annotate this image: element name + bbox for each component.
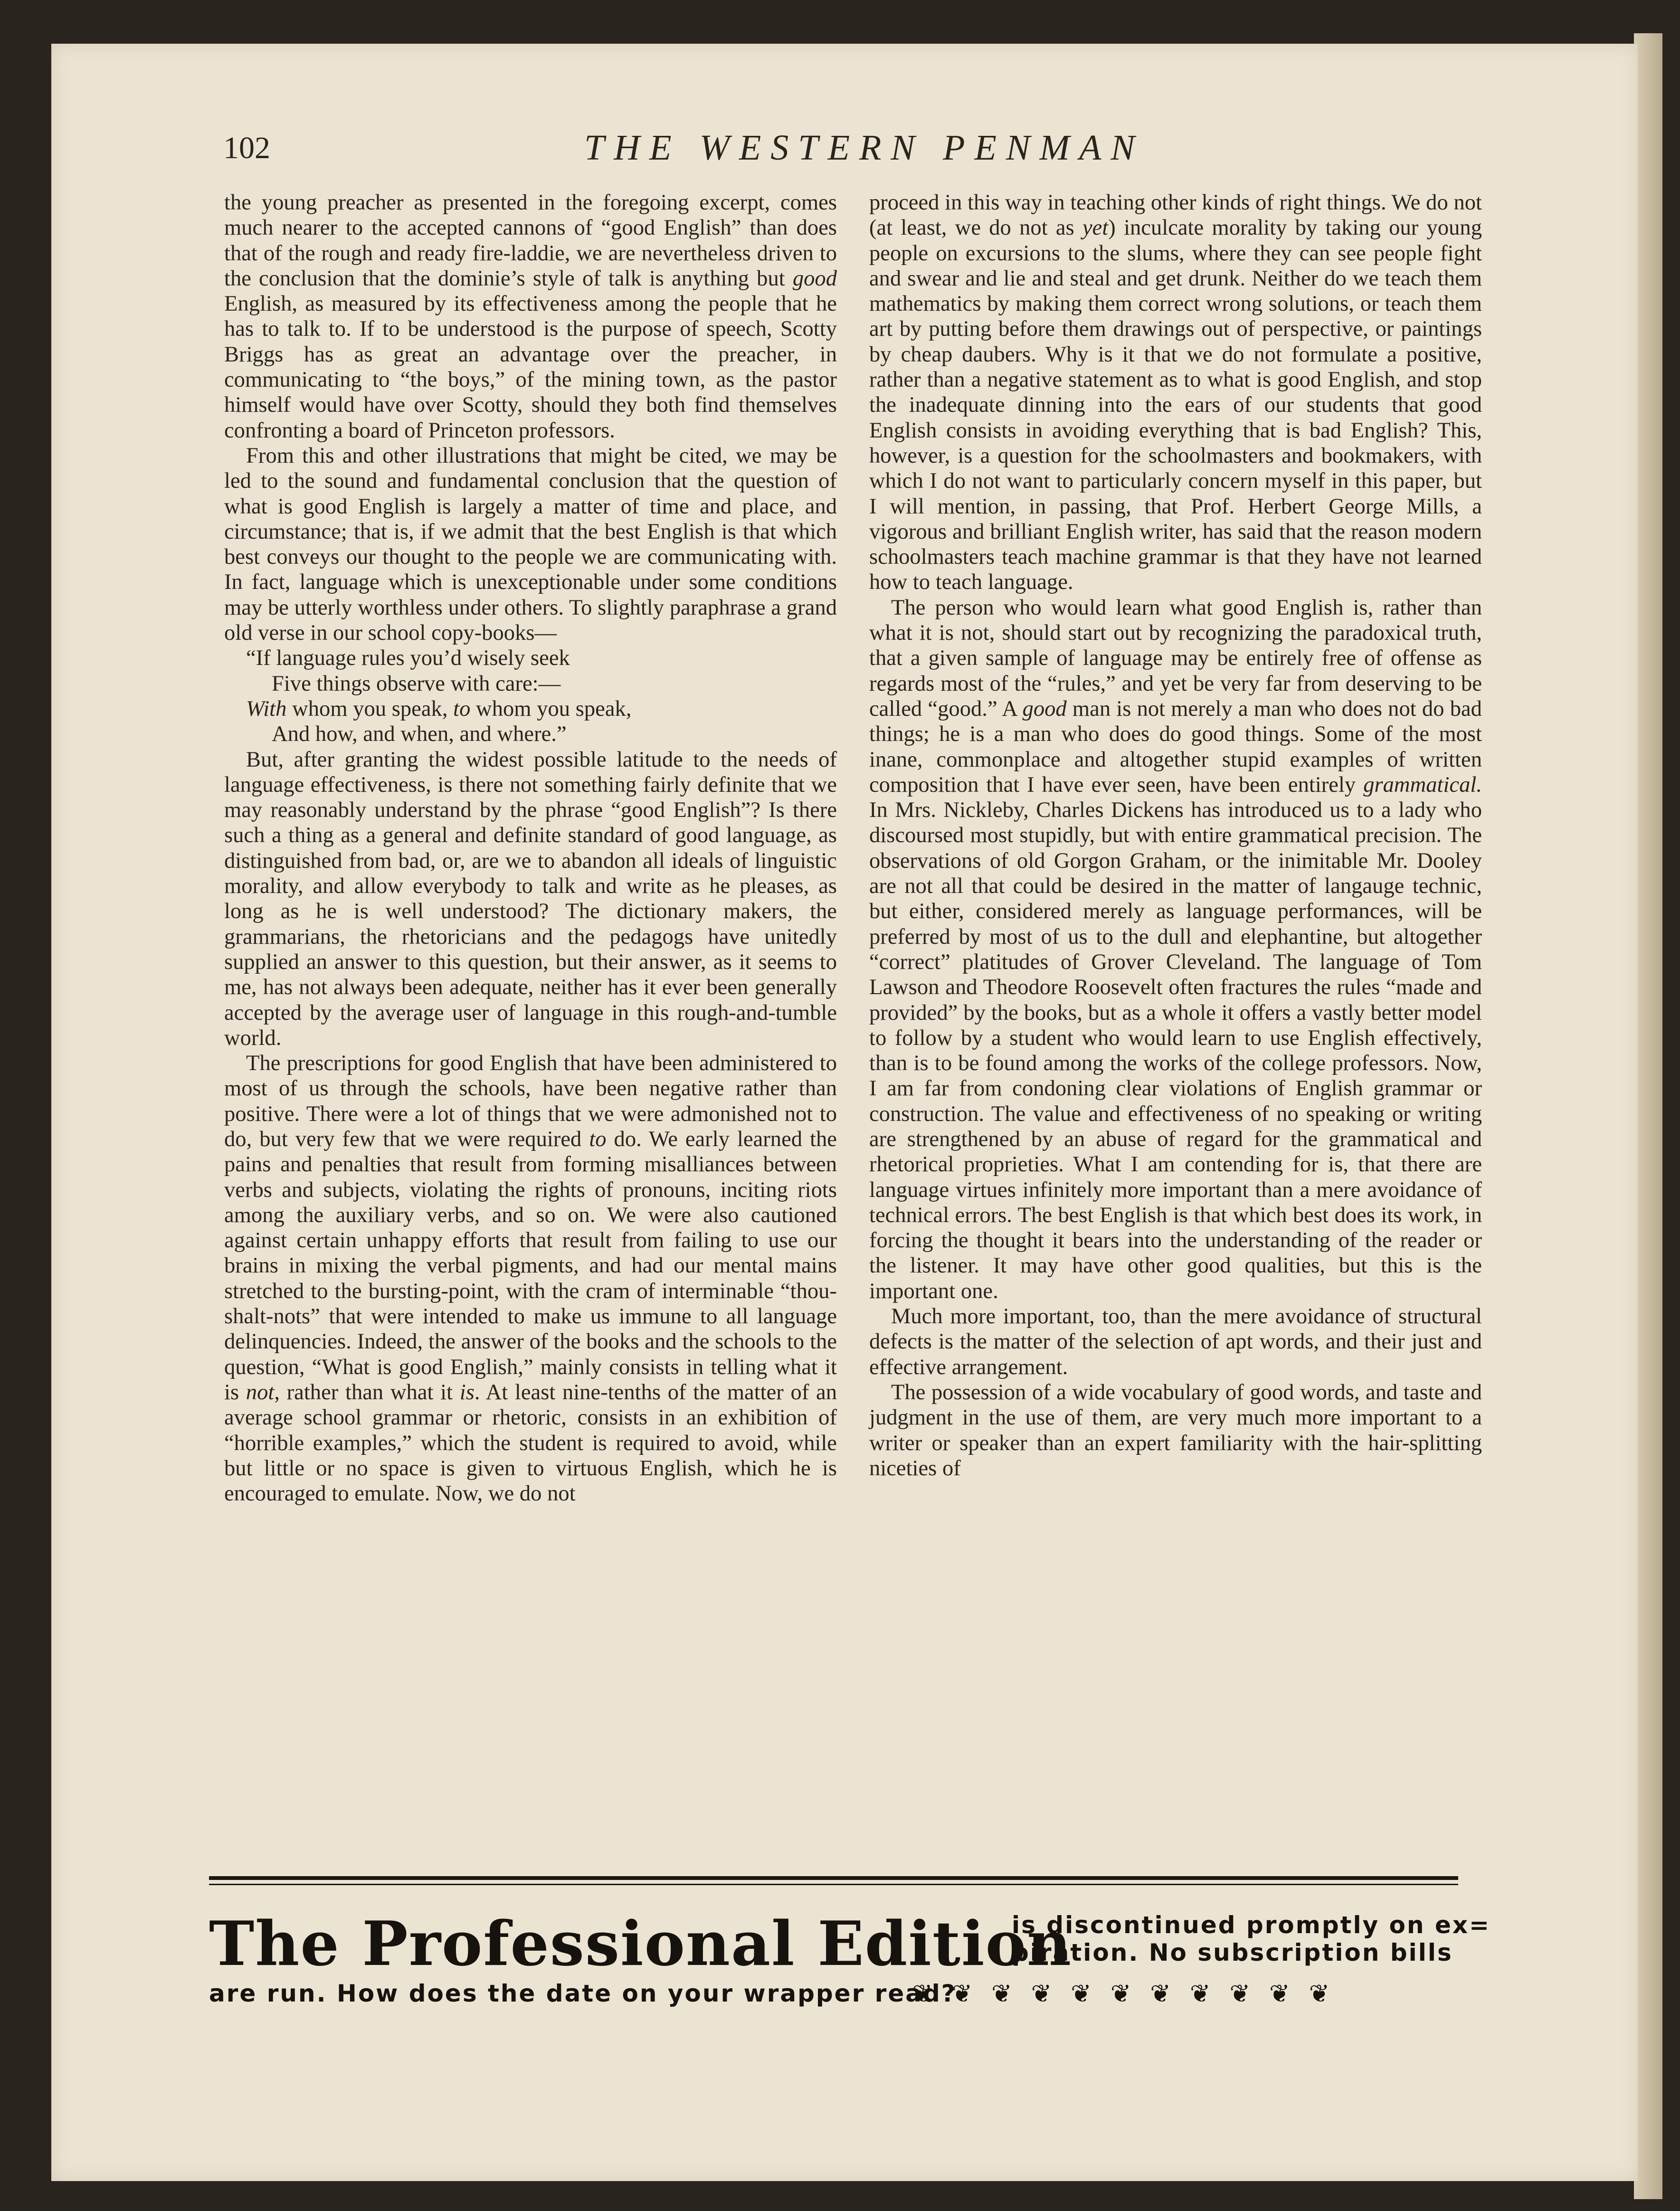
double-rule-divider [209,1876,1458,1885]
left-column [224,190,837,1506]
page-edge [1634,33,1662,2199]
verse-line: And how, and when, and where.” [272,721,567,747]
right-column [869,190,1482,1481]
thick-rule [209,1876,1458,1880]
paragraph: The prescriptions for good English that have been administered to most of us through the schools, have been negative rather than positive. There were a lot of things that we were admonished not to do, but very few that we were required to do. We early learned the pains and penalties that result from forming misalliances between verbs and subjects, violating the rights of pronouns, inciting riots among the auxiliary verbs, and so on. We were also cautioned against certain unhappy efforts that result from failing to use our brains in mixing the verbal pigments, and had our mental mains stretched to the bursting-point, with the cram of interminable “thou-shalt-nots” that were intended to make us immune to all language delinquencies. Indeed, the answer of the books and the schools to the question, “What is good English,” mainly consists in telling what it is not, rather than what it is. At least nine-tenths of the matter of an average school grammar or rhetoric, consists in an exhibition of “horrible examples,” which the student is required to avoid, while but little or no space is given to virtuous English, which he is encouraged to emulate. Now, we do not [224,1051,837,1506]
thin-rule [209,1884,1458,1885]
paragraph: The possession of a wide vocabulary of good words, and taste and judgment in the use of them, are very much more important to a writer or speaker than an expert familiarity with the hair-splitting niceties of [869,1379,1482,1480]
verse [224,645,837,747]
paragraph: proceed in this way in teaching other kinds of right things. We do not (at least, we do not as yet) inculcate morality by taking our young people on excursions to the slums, where they can see people fight and swear and lie and steal and get drunk. Neither do we teach them mathematics by making them correct wrong solutions, or teach them art by putting before them drawings out of perspective, or paintings by cheap daubers. Why is it that we do not formulate a positive, rather than a negative statement as to what is good English, and stop the inadequate dinning into the ears of our students that good English consists in avoiding everything that is bad English? This, however, is a question for the schoolmasters and bookmakers, with which I do not want to particularly concern myself in this paper, but I will mention, in passing, that Prof. Herbert George Mills, a vigorous and brilliant English writer, has said that the reason modern schoolmasters teach machine grammar is that they have not learned how to teach language. [869,190,1482,595]
page-number: 102 [223,131,270,165]
paragraph: Much more important, too, than the mere avoidance of structural defects is the matter of the selection of apt words, and their just and effective arrangement. [869,1304,1482,1379]
ad-notice-text: is discontinued promptly on ex= piration. No subscription bills [1012,1911,1491,1966]
paragraph: From this and other illustrations that might be cited, we may be led to the sound and fundamental conclusion that the question of what is good English is largely a matter of time and place, and circumstance; that is, if we admit that the best English is that which best conveys our thought to the people we are communicating with. In fact, language which is unexceptionable under some conditions may be utterly worthless under others. To slightly paraphrase a grand old verse in our school copy-books— [224,443,837,645]
page-header [223,127,1439,180]
running-title: THE WESTERN PENMAN [584,128,1145,168]
paragraph: But, after granting the widest possible latitude to the needs of language effectiveness, is there not something fairly definite that we may reasonably understand by the phrase “good English”? Is there such a thing as a general and definite standard of good language, as distinguished from bad, or, are we to abandon all ideals of linguistic morality, and allow everybody to talk and write as he pleases, as long as he is well understood? The dictionary makers, the grammarians, the rhetoricians and the pedagogs have unitedly supplied an answer to this question, but their answer, as it seems to me, has not always been adequate, neither has it ever been generally accepted by the average user of language in this rough-and-tumble world. [224,747,837,1050]
paragraph: the young preacher as presented in the foregoing excerpt, comes much nearer to the accepted cannons of “good English” than does that of the rough and ready fire-laddie, we are nevertheless driven to the conclusion that the dominie’s style of talk is anything but good English, as measured by its effectiveness among the people that he has to talk to. If to be understood is the purpose of speech, Scotty Briggs has as great an advantage over the preacher, in communicating to “the boys,” of the mining town, as the pastor himself would have over Scotty, should they both find themselves confronting a board of Princeton professors. [224,190,837,443]
ad-notice-line: are run. How does the date on your wrapper read? [209,1980,957,2007]
ad-headline: The Professional Edition [209,1908,1073,1980]
paragraph: The person who would learn what good English is, rather than what it is not, should start out by recognizing the paradoxical truth, that a given sample of language may be entirely free of offense as regards most of the “rules,” and yet be very far from deserving to be called “good.” A good man is not merely a man who does not do bad things; he is a man who does do good things. Some of the most inane, commonplace and altogether stupid examples of written composition that I have ever seen, have been entirely grammatical. In Mrs. Nickleby, Charles Dickens has introduced us to a lady who discoursed most stupidly, but with entire grammatical precision. The observations of old Gorgon Graham, or the inimitable Mr. Dooley are not all that could be desired in the matter of langauge technic, but either, considered merely as language performances, will be preferred by most of us to the dull and elephantine, but altogether “correct” platitudes of Grover Cleveland. The language of Tom Lawson and Theodore Roosevelt often fractures the rules “made and provided” by the books, but as a whole it offers a vastly better model to follow by a student who would learn to use English effectively, than is to be found among the works of the college professors. Now, I am far from condoning clear violations of English grammar or construction. The value and effectiveness of no speaking or writing are strengthened by an abuse of regard for the grammatical and rhetorical proprieties. What I am contending for is, that there are language virtues infinitely more important than a mere avoidance of technical errors. The best English is that which best does its work, in forcing the thought it bears into the understanding of the reader or the listener. It may have other good qualities, but this is the important one. [869,595,1482,1303]
fleuron-ornaments: ❦❦❦❦❦❦❦❦❦❦❦ [912,1980,1349,2008]
verse-line: With whom you speak, to whom you speak, [246,696,632,721]
verse-line: “If language rules you’d wisely seek [246,645,570,671]
subscription-notice [209,1908,1491,2018]
verse-line: Five things observe with care:— [272,671,561,696]
